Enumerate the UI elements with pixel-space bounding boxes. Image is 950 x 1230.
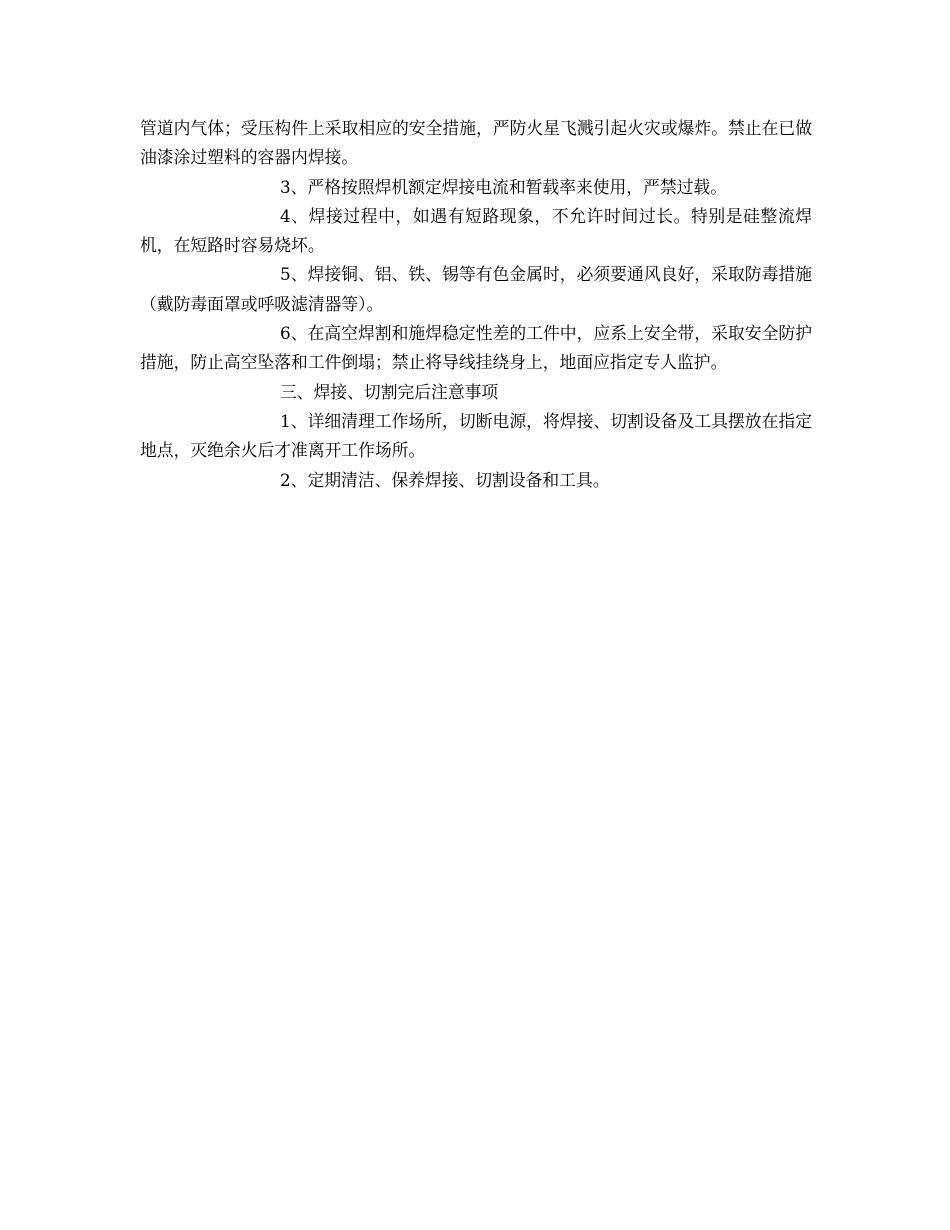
paragraph-item-3: 3、严格按照焊机额定焊接电流和暂载率来使用，严禁过载。	[280, 176, 727, 197]
section-heading-3: 三、焊接、切割完后注意事项	[280, 381, 499, 402]
paragraph-item-5: 5、焊接铜、铝、铁、锡等有色金属时，必须要通风良好，采取防毒措施（戴防毒面罩或呼吸滤清器等）。	[140, 264, 812, 314]
paragraph-section3-item-1: 1、详细清理工作场所，切断电源，将焊接、切割设备及工具摆放在指定地点，灭绝余火后才准离开工作场所。	[140, 410, 812, 461]
document-body	[140, 114, 812, 495]
paragraph-item-6: 6、在高空焊割和施焊稳定性差的工件中，应系上安全带，采取安全防护措施，防止高空坠落和工件倒塌；禁止将导线挂绕身上，地面应指定专人监护。	[140, 323, 812, 373]
paragraph-continuation: 管道内气体；受压构件上采取相应的安全措施，严防火星飞溅引起火灾或爆炸。禁止在已做油漆涂过塑料的容器内焊接。	[140, 118, 812, 168]
paragraph-item-4: 4、焊接过程中，如遇有短路现象，不允许时间过长。特别是硅整流焊机，在短路时容易烧坏。	[140, 205, 812, 256]
paragraph-section3-item-2: 2、定期清洁、保养焊接、切割设备和工具。	[280, 469, 610, 490]
